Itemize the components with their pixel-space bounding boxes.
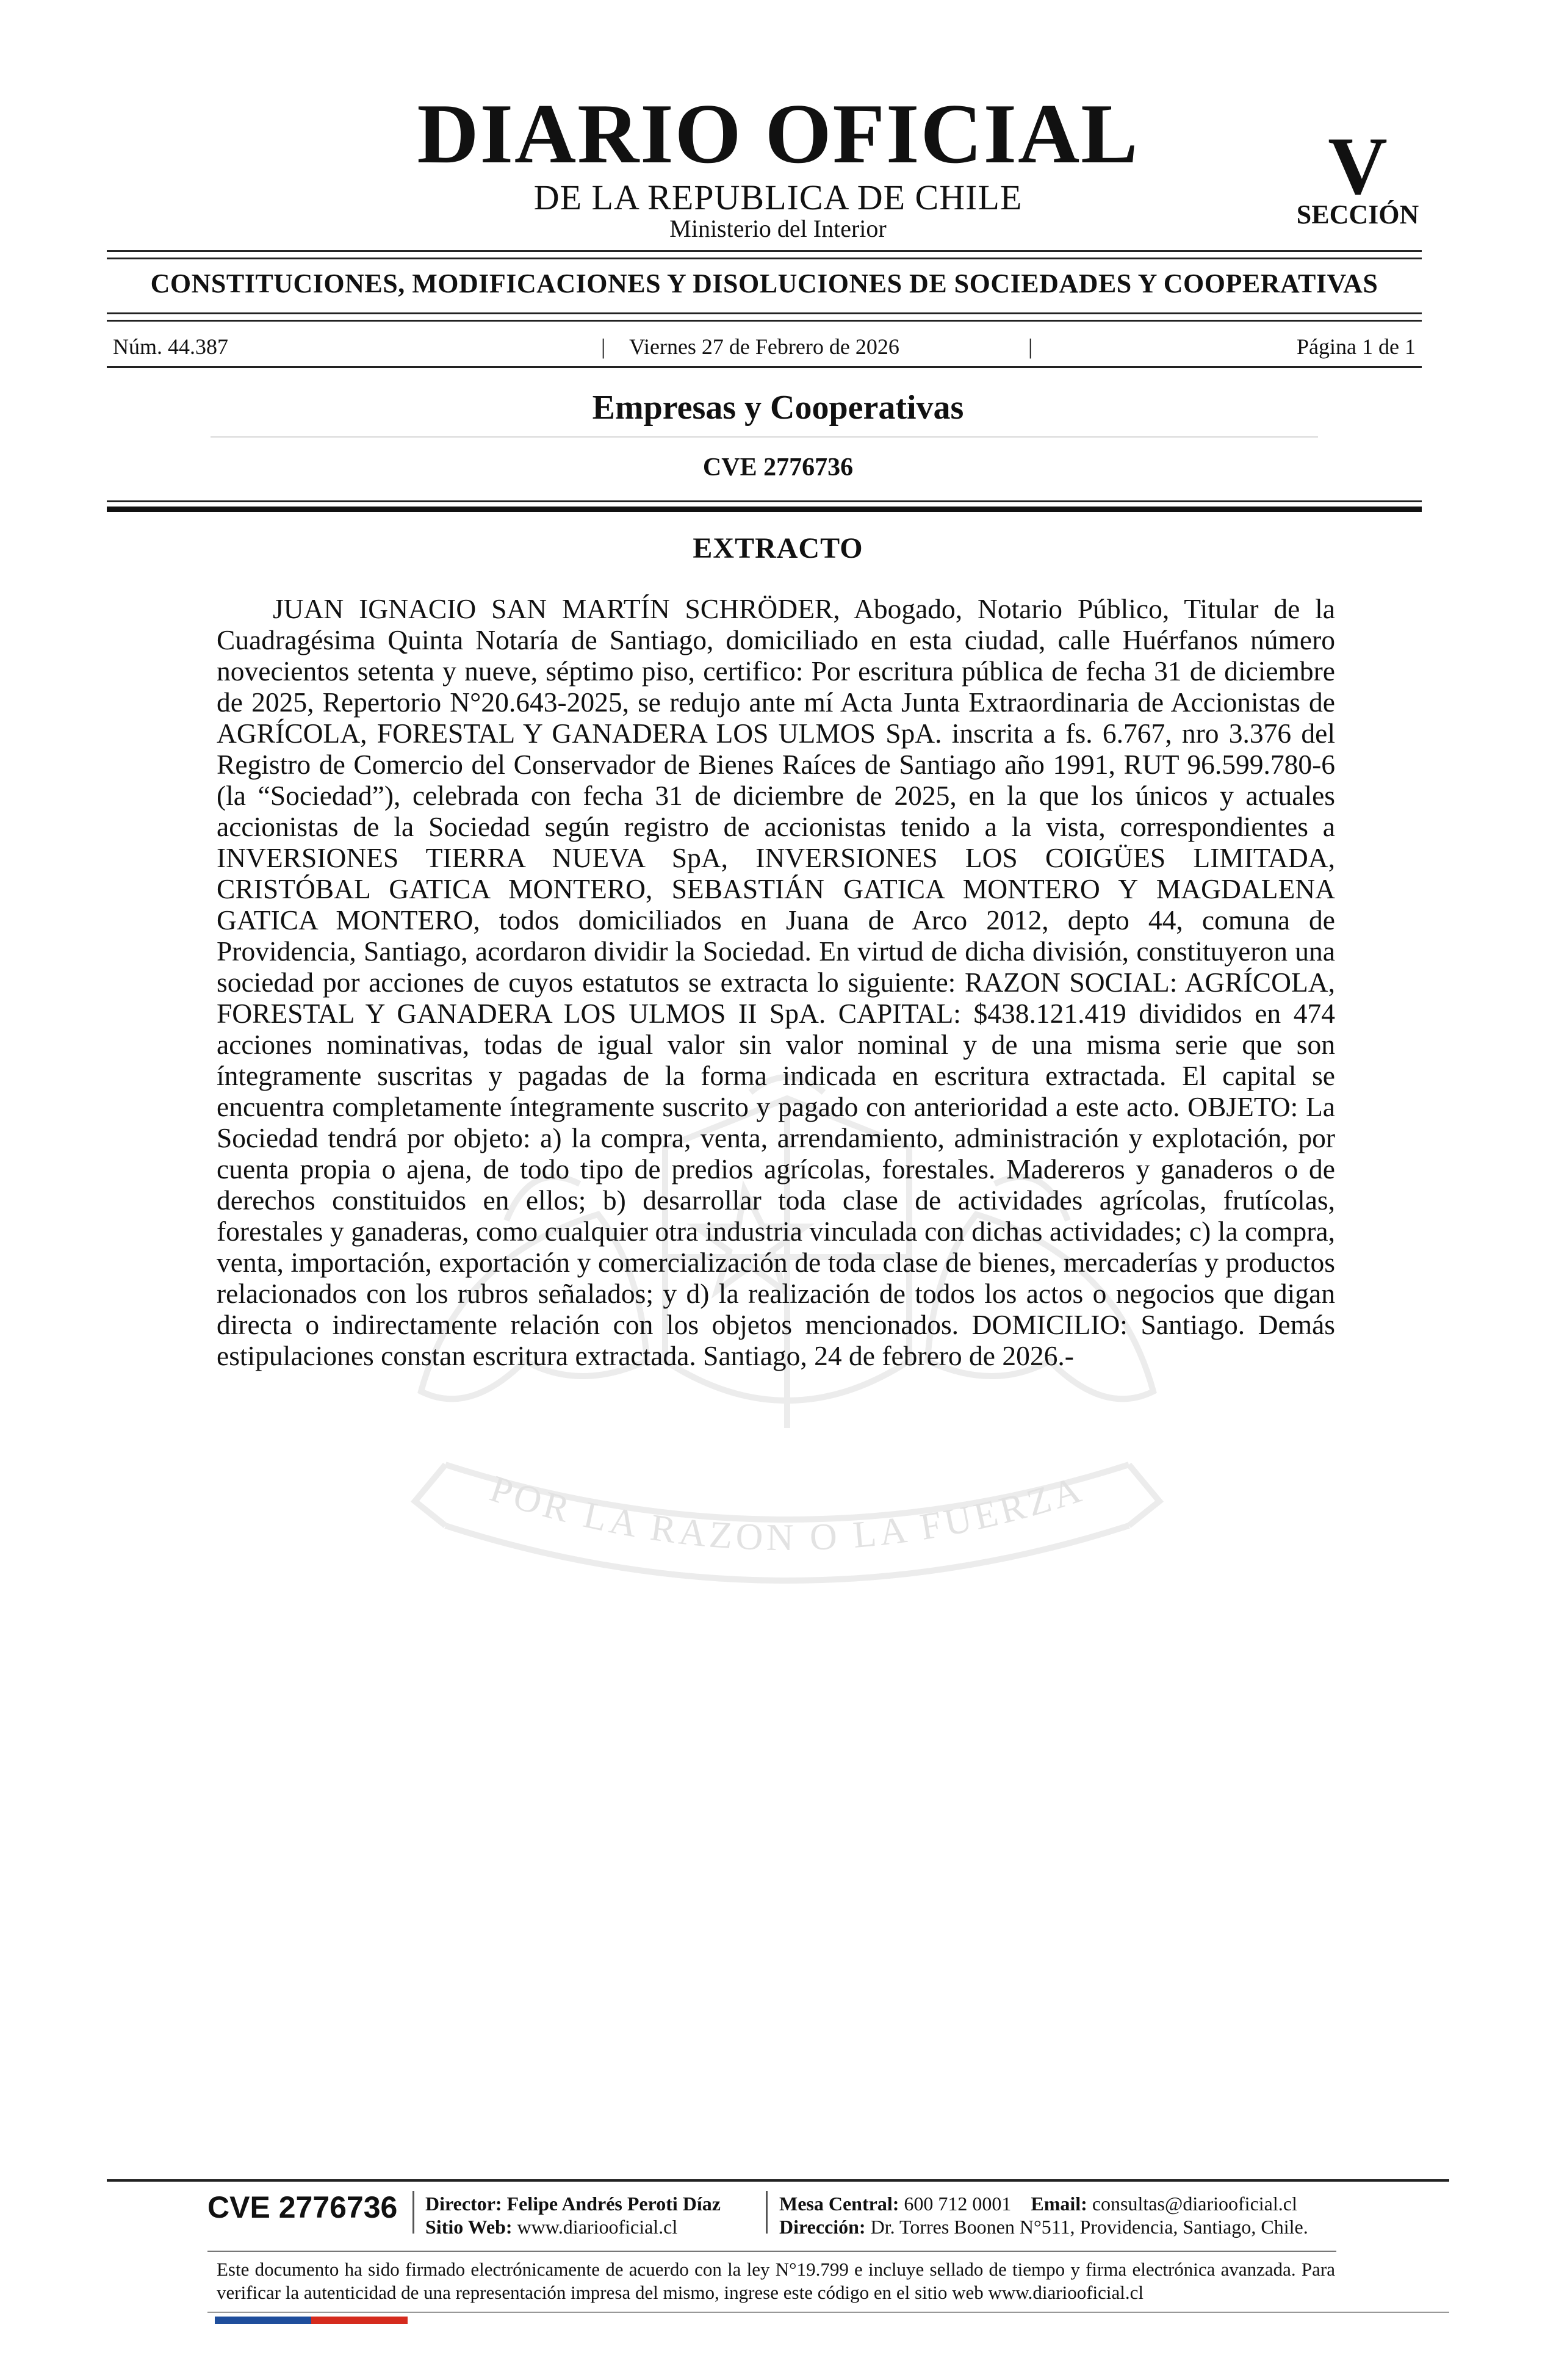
divider (107, 320, 1422, 322)
footer-legal-notice: Este documento ha sido firmado electrónicamente de acuerdo con la ley N°19.799 e incluye sellado de tiempo y firma electrónica avanzada. Para verificar la autenticidad de una representación impresa del mismo, ingrese este código en el sitio web www.diariooficial.cl (217, 2259, 1335, 2303)
footer-contact-block (779, 2192, 1308, 2238)
address-text: Dr. Torres Boonen N°511, Providencia, Santiago, Chile. (870, 2216, 1308, 2238)
footer-cve-code: CVE 2776736 (207, 2190, 398, 2224)
flag-stripe-blue (215, 2317, 311, 2324)
email-link[interactable]: consultas@diariooficial.cl (1092, 2193, 1297, 2215)
flag-stripe-red (311, 2317, 408, 2324)
footer-director-block (425, 2192, 721, 2238)
website-label: Sitio Web: (425, 2216, 513, 2238)
issue-separator: | (1028, 334, 1033, 359)
divider (107, 312, 1422, 314)
section-banner: CONSTITUCIONES, MODIFICACIONES Y DISOLUCIONES DE SOCIEDADES Y COOPERATIVAS (150, 269, 1378, 298)
issue-separator: | (601, 334, 606, 359)
footer-separator (412, 2191, 414, 2234)
masthead-ministry: Ministerio del Interior (669, 215, 887, 242)
issue-date: Viernes 27 de Febrero de 2026 (629, 334, 899, 359)
footer-separator (766, 2191, 768, 2234)
issue-info-row (107, 334, 1422, 359)
issue-page: Página 1 de 1 (1297, 334, 1416, 359)
divider (107, 250, 1422, 252)
website-link[interactable]: www.diariooficial.cl (517, 2216, 678, 2238)
divider (211, 436, 1318, 438)
section-letter: V (1328, 121, 1388, 212)
director-label: Director: (425, 2193, 502, 2215)
category-title: Empresas y Cooperativas (592, 389, 964, 427)
divider (107, 507, 1422, 512)
email-label: Email: (1031, 2193, 1087, 2215)
issue-number: Núm. 44.387 (113, 334, 228, 359)
svg-text:POR LA RAZON O LA FUERZA (485, 1468, 1089, 1559)
phone-label: Mesa Central: (779, 2193, 899, 2215)
phone-number: 600 712 0001 (904, 2193, 1012, 2215)
director-name: Felipe Andrés Peroti Díaz (506, 2193, 721, 2215)
footer-divider (107, 2179, 1449, 2182)
cve-code: CVE 2776736 (702, 453, 854, 481)
document-heading: EXTRACTO (693, 532, 863, 564)
masthead-title: DIARIO OFICIAL (417, 87, 1139, 181)
footer-divider (207, 2312, 1449, 2313)
watermark-motto: POR LA RAZON O LA FUERZA (484, 1468, 1090, 1559)
address-label: Dirección: (779, 2216, 866, 2238)
divider (107, 258, 1422, 259)
divider (107, 366, 1422, 368)
section-label: SECCIÓN (1296, 200, 1419, 229)
masthead-subtitle: DE LA REPUBLICA DE CHILE (533, 178, 1023, 217)
divider (107, 500, 1422, 502)
footer-divider (207, 2251, 1336, 2252)
document-body: JUAN IGNACIO SAN MARTÍN SCHRÖDER, Abogado, Notario Público, Titular de la Cuadragésima Quinta Notaría de Santiago, domiciliado en esta ciudad, calle Huérfanos número novecientos setenta y nueve, séptimo piso, certifico: Por escritura pública de fecha 31 de diciembre de 2025, Repertorio N°20.643-2025, se redujo ante mí Acta Junta Extraordinaria de Accionistas de AGRÍCOLA, FORESTAL Y GANADERA LOS ULMOS SpA. inscrita a fs. 6.767, nro 3.376 del Registro de Comercio del Conservador de Bienes Raíces de Santiago año 1991, RUT 96.599.780-6 (la “Sociedad”), celebrada con fecha 31 de diciembre de 2025, en la que los únicos y actuales accionistas de la Sociedad según registro de accionistas tenido a la vista, correspondientes a INVERSIONES TIERRA NUEVA SpA, INVERSIONES LOS COIGÜES LIMITADA, CRISTÓBAL GATICA MONTERO, SEBASTIÁN GATICA MONTERO Y MAGDALENA GATICA MONTERO, todos domiciliados en Juana de Arco 2012, depto 44, comuna de Providencia, Santiago, acordaron dividir la Sociedad. En virtud de dicha división, constituyeron una sociedad por acciones de cuyos estatutos se extracta lo siguiente: RAZON SOCIAL: AGRÍCOLA, FORESTAL Y GANADERA LOS ULMOS II SpA. CAPITAL: $438.121.419 divididos en 474 acciones nominativas, todas de igual valor sin valor nominal y de una misma serie que son íntegramente suscritas y pagadas de la forma indicada en escritura extractada. El capital se encuentra completamente íntegramente suscrito y pagado con anterioridad a este acto. OBJETO: La Sociedad tendrá por objeto: a) la compra, venta, arrendamiento, administración y explotación, por cuenta propia o ajena, de todo tipo de predios agrícolas, forestales. Madereros y ganaderos o de derechos constituidos en ellos; b) desarrollar toda clase de actividades agrícolas, frutícolas, forestales y ganaderas, como cualquier otra industria vinculada con dichas actividades; c) la compra, venta, importación, exportación y comercialización de toda clase de bienes, mercaderías y productos relacionados con los rubros señalados; y d) la realización de todos los actos o negocios que digan directa o indirectamente relación con los objetos mencionados. DOMICILIO: Santiago. Demás estipulaciones constan escritura extractada. Santiago, 24 de febrero de 2026.- (217, 593, 1335, 1371)
